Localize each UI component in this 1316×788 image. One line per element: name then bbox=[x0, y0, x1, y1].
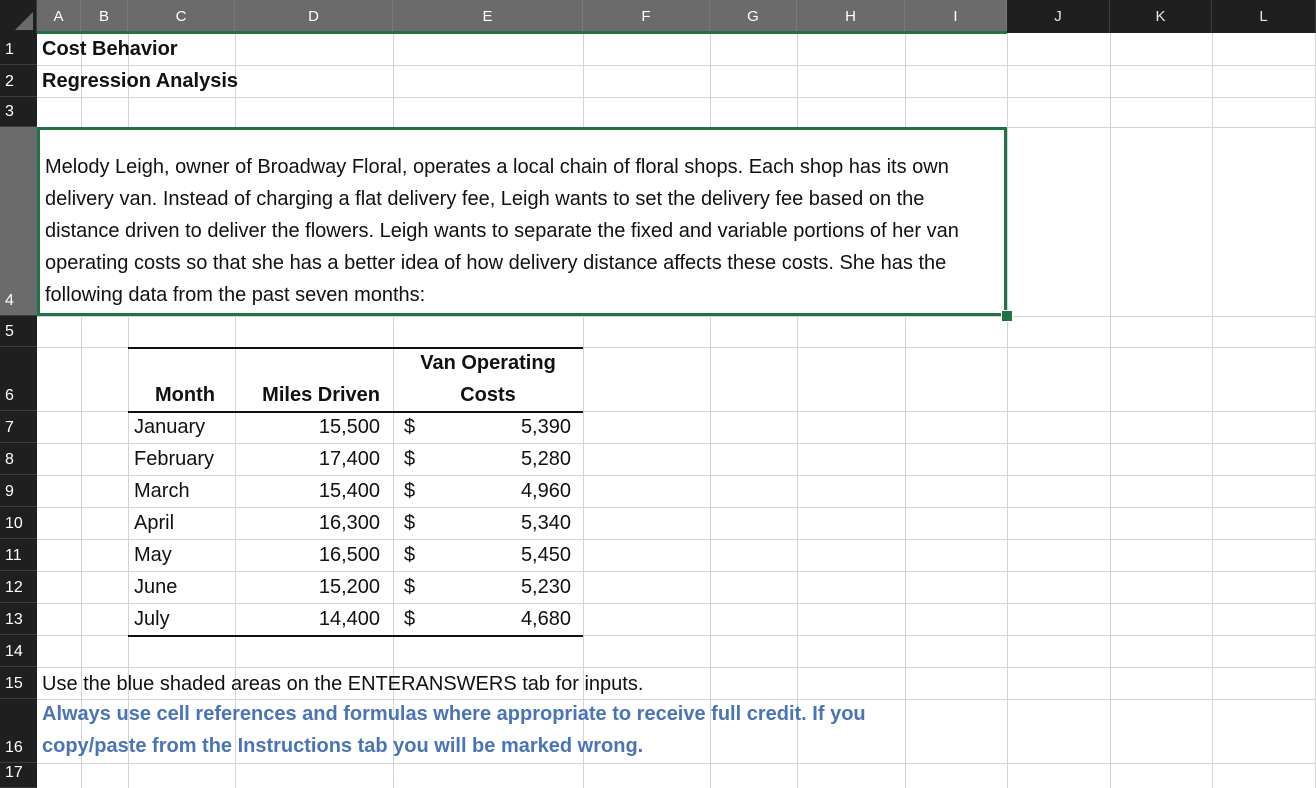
header-van-operating[interactable]: Van Operating bbox=[420, 352, 556, 374]
row-header-1[interactable]: 1 bbox=[0, 33, 37, 65]
selection-column-indicator bbox=[37, 31, 1007, 34]
grid-line bbox=[1007, 33, 1008, 788]
sheet-title[interactable]: Cost Behavior bbox=[42, 38, 178, 60]
table-row-month[interactable]: February bbox=[134, 448, 215, 470]
grid-line bbox=[37, 507, 1316, 508]
table-row-miles[interactable]: 15,500 bbox=[318, 416, 380, 438]
row-header-16[interactable]: 16 bbox=[0, 699, 37, 763]
fill-handle[interactable] bbox=[1001, 310, 1013, 322]
row-header-2[interactable]: 2 bbox=[0, 65, 37, 97]
column-header-j[interactable]: J bbox=[1007, 0, 1110, 33]
column-header-g[interactable]: G bbox=[710, 0, 797, 33]
problem-description-text: Melody Leigh, owner of Broadway Floral, operates a local chain of floral shops. Each shop has its own delivery van. Instead of charging a flat delivery fee, Leigh wants to set the delivery fee based on the distance driven to deliver the flowers. Leigh wants to separate the fixed and variable portions of her van operating costs so that she has a better idea of how delivery distance affects these costs. She has the following data from the past seven months: bbox=[45, 156, 959, 306]
table-header-border bbox=[128, 411, 583, 413]
problem-description-cell[interactable] bbox=[37, 127, 1007, 316]
table-row-miles[interactable]: 14,400 bbox=[318, 608, 380, 630]
currency-symbol: $ bbox=[404, 576, 416, 598]
currency-symbol: $ bbox=[404, 480, 416, 502]
currency-symbol: $ bbox=[404, 544, 416, 566]
table-row-cost[interactable]: 4,960 bbox=[520, 480, 571, 502]
grid-line bbox=[37, 603, 1316, 604]
table-row-month[interactable]: March bbox=[134, 480, 190, 502]
grid-line bbox=[37, 539, 1316, 540]
table-row-miles[interactable]: 16,500 bbox=[318, 544, 380, 566]
header-month[interactable]: Month bbox=[155, 384, 215, 406]
currency-symbol: $ bbox=[404, 512, 416, 534]
row-header-10[interactable]: 10 bbox=[0, 507, 37, 539]
currency-symbol: $ bbox=[404, 448, 416, 470]
table-row-miles[interactable]: 17,400 bbox=[318, 448, 380, 470]
table-row-cost[interactable]: 5,230 bbox=[520, 576, 571, 598]
grid-line bbox=[37, 65, 1316, 66]
grid-line bbox=[37, 443, 1316, 444]
column-header-h[interactable]: H bbox=[797, 0, 905, 33]
table-row-cost[interactable]: 4,680 bbox=[520, 608, 571, 630]
grid-line bbox=[37, 316, 1316, 317]
table-row-cost[interactable]: 5,280 bbox=[520, 448, 571, 470]
header-costs[interactable]: Costs bbox=[460, 384, 516, 406]
column-header-a[interactable]: A bbox=[37, 0, 81, 33]
currency-symbol: $ bbox=[404, 608, 416, 630]
row-header-12[interactable]: 12 bbox=[0, 571, 37, 603]
header-miles-driven[interactable]: Miles Driven bbox=[262, 384, 380, 406]
row-header-17[interactable]: 17 bbox=[0, 763, 37, 788]
column-header-i[interactable]: I bbox=[905, 0, 1007, 33]
column-header-b[interactable]: B bbox=[81, 0, 128, 33]
grid-line bbox=[37, 475, 1316, 476]
row-header-4[interactable]: 4 bbox=[0, 127, 37, 316]
column-header-l[interactable]: L bbox=[1212, 0, 1316, 33]
grid-line bbox=[1212, 33, 1213, 788]
row-header-7[interactable]: 7 bbox=[0, 411, 37, 443]
column-header-e[interactable]: E bbox=[393, 0, 583, 33]
grid-line bbox=[1110, 33, 1111, 788]
select-all-corner[interactable] bbox=[0, 0, 37, 33]
table-row-month[interactable]: January bbox=[134, 416, 206, 438]
table-row-month[interactable]: May bbox=[134, 544, 172, 566]
table-row-miles[interactable]: 15,200 bbox=[318, 576, 380, 598]
warning-text-line2[interactable]: copy/paste from the Instructions tab you will be marked wrong. bbox=[42, 735, 644, 757]
column-header-d[interactable]: D bbox=[235, 0, 393, 33]
table-row-miles[interactable]: 15,400 bbox=[318, 480, 380, 502]
row-header-15[interactable]: 15 bbox=[0, 667, 37, 699]
column-header-c[interactable]: C bbox=[128, 0, 235, 33]
row-header-5[interactable]: 5 bbox=[0, 316, 37, 347]
table-row-month[interactable]: April bbox=[134, 512, 175, 534]
grid-line bbox=[37, 667, 1316, 668]
table-row-miles[interactable]: 16,300 bbox=[318, 512, 380, 534]
row-header-14[interactable]: 14 bbox=[0, 635, 37, 667]
sheet-subtitle[interactable]: Regression Analysis bbox=[42, 70, 239, 92]
grid-line bbox=[37, 763, 1316, 764]
column-header-k[interactable]: K bbox=[1110, 0, 1212, 33]
table-row-month[interactable]: July bbox=[134, 608, 170, 630]
row-header-3[interactable]: 3 bbox=[0, 97, 37, 127]
grid-line bbox=[37, 571, 1316, 572]
table-bottom-border bbox=[128, 635, 583, 637]
row-header-11[interactable]: 11 bbox=[0, 539, 37, 571]
row-header-8[interactable]: 8 bbox=[0, 443, 37, 475]
table-row-cost[interactable]: 5,340 bbox=[520, 512, 571, 534]
column-header-f[interactable]: F bbox=[583, 0, 710, 33]
row-header-9[interactable]: 9 bbox=[0, 475, 37, 507]
row-header-6[interactable]: 6 bbox=[0, 347, 37, 411]
instruction-text[interactable]: Use the blue shaded areas on the ENTERANSWERS tab for inputs. bbox=[42, 673, 644, 695]
currency-symbol: $ bbox=[404, 416, 416, 438]
grid-line bbox=[37, 97, 1316, 98]
table-row-cost[interactable]: 5,390 bbox=[520, 416, 571, 438]
table-row-cost[interactable]: 5,450 bbox=[520, 544, 571, 566]
warning-text-line1[interactable]: Always use cell references and formulas where appropriate to receive full credit. If you bbox=[42, 703, 866, 725]
row-header-13[interactable]: 13 bbox=[0, 603, 37, 635]
grid-line bbox=[37, 699, 1316, 700]
table-top-border bbox=[128, 347, 583, 349]
table-row-month[interactable]: June bbox=[134, 576, 178, 598]
